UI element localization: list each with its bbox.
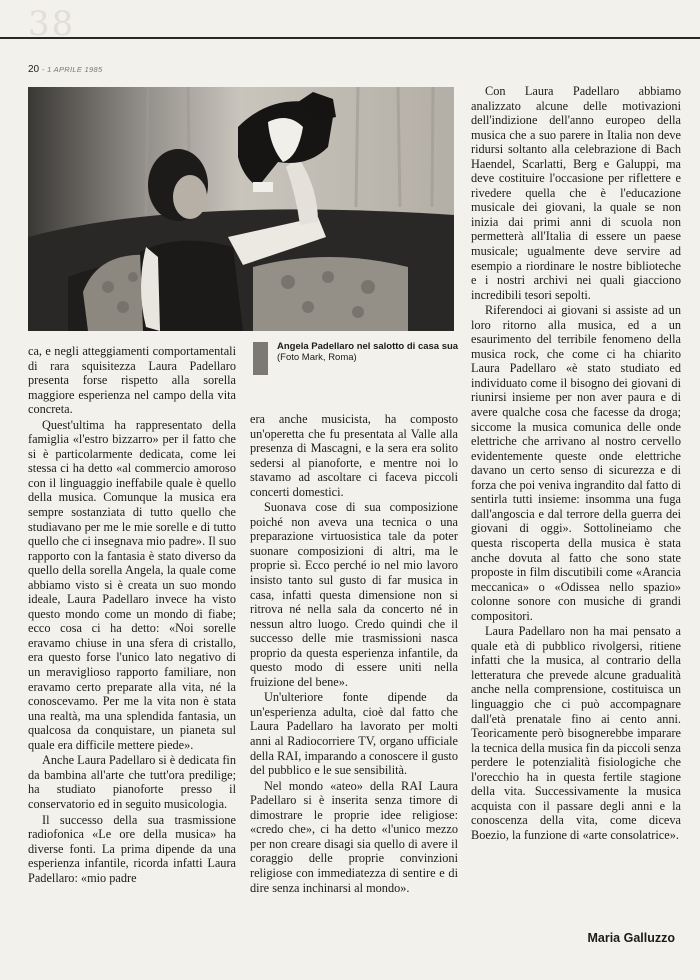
paragraph: Il successo della sua trasmissione radiofonica «Le ore della musica» ha diverse fonti. La prima dipende da una esperienza infantile, ricorda infatti Laura Padellaro: «mio padre xyxy=(28,812,236,885)
paragraph: era anche musicista, ha composto un'operetta che fu presentata al Valle alla presenza di Mascagni, e la sera era solito sedersi al pianoforte, e mentre noi lo stavamo ad ascoltare ci faceva piccoli concerti domestici. xyxy=(250,412,458,499)
top-rule xyxy=(0,37,700,39)
caption-title: Angela Padellaro nel salotto di casa sua xyxy=(277,341,459,352)
paragraph: Un'ulteriore fonte dipende da un'esperienza adulta, cioè dal fatto che Laura Padellaro ha lavorato per molti anni al Radiocorriere TV, organo ufficiale della RAI, imparando a conoscere il gusto del pubblico e le sue sensibilità. xyxy=(250,690,458,778)
paragraph: ca, e negli atteggiamenti comportamentali di rara squisitezza Laura Padellaro presenta forse rispetto alla sorella maggiore esperienza nel campo della vita concreta. xyxy=(28,344,236,417)
paragraph: Nel mondo «ateo» della RAI Laura Padellaro si è inserita senza timore di dimostrare le proprie idee religiose: «credo che», ci ha detto «l'unico mezzo per non creare disagi sia quello di avere il coraggio delle proprie convinzioni religiose con immediatezza di sentire e di dire senza inchinarsi al mondo». xyxy=(250,778,458,895)
article-column-3 xyxy=(471,84,681,842)
caption-marker xyxy=(253,342,268,375)
caption-text xyxy=(277,341,463,363)
article-photo xyxy=(28,87,454,331)
paragraph: Quest'ultima ha rappresentato della famiglia «l'estro bizzarro» per il fatto che si è particolarmente dedicata, come lei stessa ci ha detto «al commercio amoroso con il linguaggio ineffabile quale è quello della musica. Comunque la musica era sempre sostanziata di tutto quello che studiavano per me le mie sorelle e di tutto quello che ci insegnava mio padre». Il suo rapporto con la fantasia è stato diverso da quello della sorella Angela, la quale come abbiamo visto si è creata un suo mondo ideale, Laura Padellaro invece ha visto questo mondo come un mondo di fiabe; ecco cosa ci ha detto: «Noi sorelle eravamo chiuse in una sfera di cristallo, era questo forse l'unico lato negativo di un meraviglioso rapporto familiare, non eravamo certo preparate alla vita, né la conoscevamo. Per me la vita non è stata una realtà, ma una splendida fantasia, un qualcosa da conquistare, un pianeta sul quale era difficile mettere piede». xyxy=(28,417,236,752)
paragraph: Con Laura Padellaro abbiamo analizzato alcune delle motivazioni dell'indizione dell'anno europeo della musica che a suo parere in Italia non deve ridursi soltanto alla celebrazione di Bach Haendel, Scarlatti, Berg e Galuppi, ma deve costituire l'occasione per riflettere e rivedere quella che è l'educazione musicale dei giovani, la quale se non inizia dai primi anni di scuola non permetterà all'Italia di essere un paese musicale; ugualmente deve servire ad esempio a riordinare le nostre biblioteche e i nostri archivi nei quali giacciono incredibili tesori sepolti. xyxy=(471,84,681,302)
page-header xyxy=(28,64,102,75)
watermark: 38 xyxy=(28,4,76,44)
photo-illustration xyxy=(28,87,454,331)
issue-date: - 1 APRILE 1985 xyxy=(41,65,103,74)
page-number: 20 xyxy=(28,64,40,75)
article-column-1 xyxy=(28,344,236,885)
paragraph: Anche Laura Padellaro si è dedicata fin da bambina all'arte che tutt'ora predilige; ha studiato pianoforte presso il conservatorio ed in seguito musicologia. xyxy=(28,753,236,811)
photo-caption xyxy=(253,341,463,363)
article-column-2 xyxy=(250,412,458,895)
author-signature: Maria Galluzzo xyxy=(587,931,675,945)
photo-credit: (Foto Mark, Roma) xyxy=(277,352,357,363)
issue-date-text: 1 APRILE 1985 xyxy=(47,65,103,74)
paragraph: Laura Padellaro non ha mai pensato a quale età di pubblico rivolgersi, ritiene infatti che la musica, al contrario della letteratura che prevede alcune gradualità anche nella comprensione, costituisca un linguaggio che ci può accompagnare dall'età prenatale fino ai cento anni. Teoricamente però bisognerebbe imparare la tecnica della musica fin da piccoli senza perdere le potenzialità fisiologiche che l'orecchio ha in questa fertile stagione della vita. Successivamente la musica acquista con il passare degli anni e la conoscenza della vita, come diceva Boezio, la funzione di «arte consolatrice». xyxy=(471,624,681,842)
paragraph: Suonava cose di sua composizione poiché non aveva una tecnica o una preparazione virtuosistica tale da poter suonare composizioni di altri, ma le proprie sì. Ecco perché io nel mio lavoro insisto tanto sul gusto di far musica in casa, infatti questa dimensione non si ritrova né nella sala da concerto né in nessun altro luogo. Credo quindi che il successo delle mie trasmissioni nasca proprio da questa esperienza infantile, da questo modo di essere uniti nella fruizione del bene». xyxy=(250,500,458,689)
paragraph: Riferendoci ai giovani si assiste ad un loro ritorno alla musica, ed a un esaurimento del terribile fenomeno della musica rock, che come ci ha chiarito Laura Padellaro «è stato studiato ed individuato come il bisogno dei giovani di riunirsi insieme per non aver paura e di avere qualche cosa che facesse da droga; siccome la musica comunica delle onde elettriche che arrivano al nostro cervello evidentemente queste onde elettriche davano un certo senso di sicurezza e di forza che poi veniva ingrandito dal fatto di sentirla tutti insieme: insomma una fuga dall'angoscia e dal terrore della guerra dei giovani di oggi». Sottolineiamo che questa riscoperta della musica è stata anche dovuta al fatto che sono state proposte in film discutibili come «Arancia meccanica» o «Odissea nello spazio» colonne sonore con musiche di grandi compositori. xyxy=(471,303,681,623)
